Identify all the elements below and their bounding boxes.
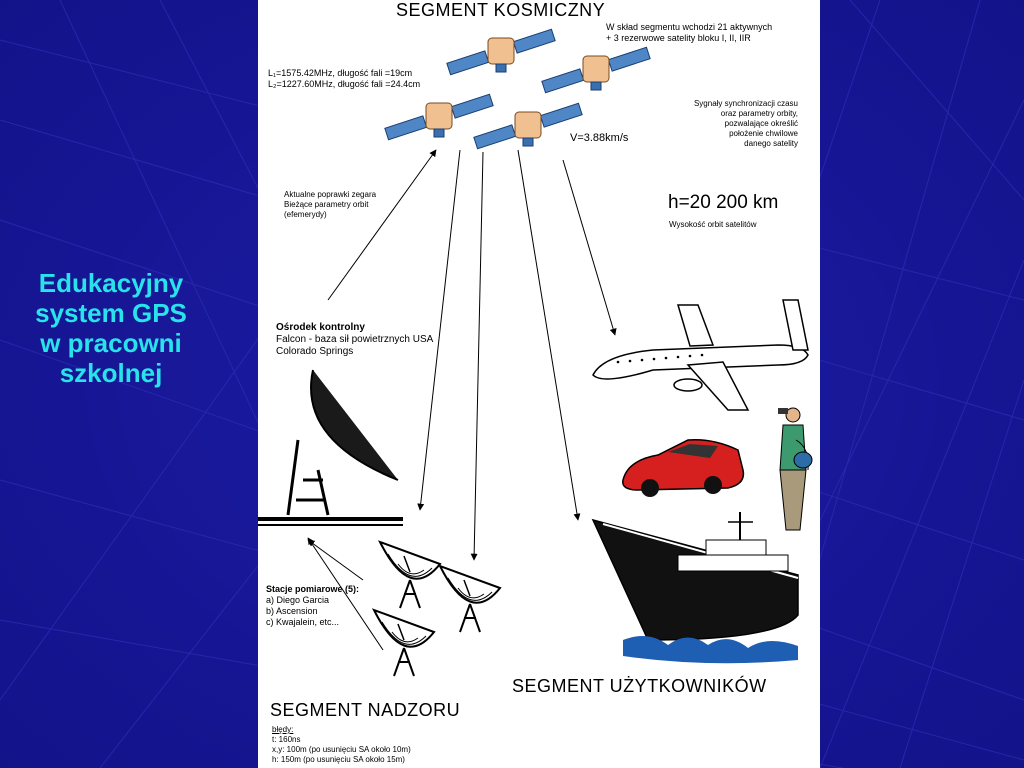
correction-line: Bieżące parametry orbit — [284, 200, 369, 209]
frequency-info — [268, 68, 420, 90]
control-center-title: Ośrodek kontrolny — [276, 322, 365, 333]
user-segment-title: SEGMENT UŻYTKOWNIKÓW — [512, 676, 767, 696]
sync-line: pozwalające określić — [724, 119, 798, 128]
errors-info — [272, 725, 411, 765]
title-line: w pracowni — [40, 328, 182, 358]
title-line: system GPS — [35, 298, 187, 328]
aircraft-icon — [593, 300, 808, 410]
error-line: x,y: 100m (po usunięciu SA około 10m) — [272, 745, 411, 754]
arrow-to-satellites — [328, 150, 436, 300]
slide-title — [0, 268, 222, 388]
error-line: h: 150m (po usunięciu SA około 15m) — [272, 755, 405, 764]
arrow-station-to-control — [308, 540, 363, 580]
frequency-l1: L₁=1575.42MHz, długość fali =19cm — [268, 68, 413, 78]
control-center-line: Colorado Springs — [276, 346, 354, 357]
arrow-to-ship — [518, 150, 578, 520]
correction-line: Aktualne poprawki zegara — [284, 190, 377, 199]
satellite-icon — [447, 29, 555, 74]
monitor-station-item: a) Diego Garcia — [266, 595, 330, 605]
sync-line: oraz parametry orbity, — [720, 109, 798, 118]
composition-line: W skład segmentu wchodzi 21 aktywnych — [606, 22, 773, 32]
monitor-stations-info — [266, 584, 359, 628]
control-center-line: Falcon - baza sił powietrznych USA — [276, 334, 434, 345]
altitude-caption: Wysokość orbit satelitów — [669, 220, 757, 229]
monitor-station-item: c) Kwajalein, etc... — [266, 617, 340, 627]
title-line: szkolnej — [59, 358, 163, 388]
corrections-info — [284, 190, 376, 220]
gps-diagram-panel — [258, 0, 820, 768]
arrow-to-monitor-stations — [474, 152, 483, 560]
space-segment-title: SEGMENT KOSMICZNY — [396, 0, 606, 20]
sync-line: położenie chwilowe — [729, 129, 798, 138]
altitude-label: h=20 200 km — [668, 192, 779, 213]
monitor-station-item: b) Ascension — [266, 606, 318, 616]
control-dish-icon — [258, 370, 403, 526]
control-segment-title: SEGMENT NADZORU — [270, 700, 461, 720]
sync-signals-info — [648, 99, 798, 149]
monitor-station-dish-icon — [380, 542, 440, 608]
ship-icon — [593, 512, 798, 663]
satellite-icon — [385, 94, 493, 139]
sync-line: Sygnały synchronizacji czasu — [693, 99, 798, 108]
title-line: Edukacyjny — [38, 268, 184, 298]
sync-line: danego satelity — [744, 139, 798, 148]
frequency-l2: L₂=1227.60MHz, długość fali =24.4cm — [268, 79, 421, 89]
error-line: t: 160ns — [272, 735, 301, 744]
monitor-station-dish-icon — [440, 566, 500, 632]
control-center-info — [276, 322, 433, 358]
arrow-to-aircraft — [563, 160, 615, 335]
velocity-label: V=3.88km/s — [570, 132, 629, 144]
satellite-icon — [474, 103, 582, 148]
satellite-icon — [542, 47, 650, 92]
space-segment-composition — [606, 22, 772, 44]
monitor-stations-title: Stacje pomiarowe (5): — [266, 584, 360, 594]
correction-line: (efemerydy) — [284, 210, 327, 219]
errors-title: błędy: — [272, 725, 294, 734]
monitor-station-dish-icon — [374, 610, 434, 676]
car-icon — [623, 440, 744, 497]
composition-line: + 3 rezerwowe satelity bloku I, II, IIR — [606, 33, 751, 43]
person-with-binoculars-icon — [778, 408, 812, 530]
